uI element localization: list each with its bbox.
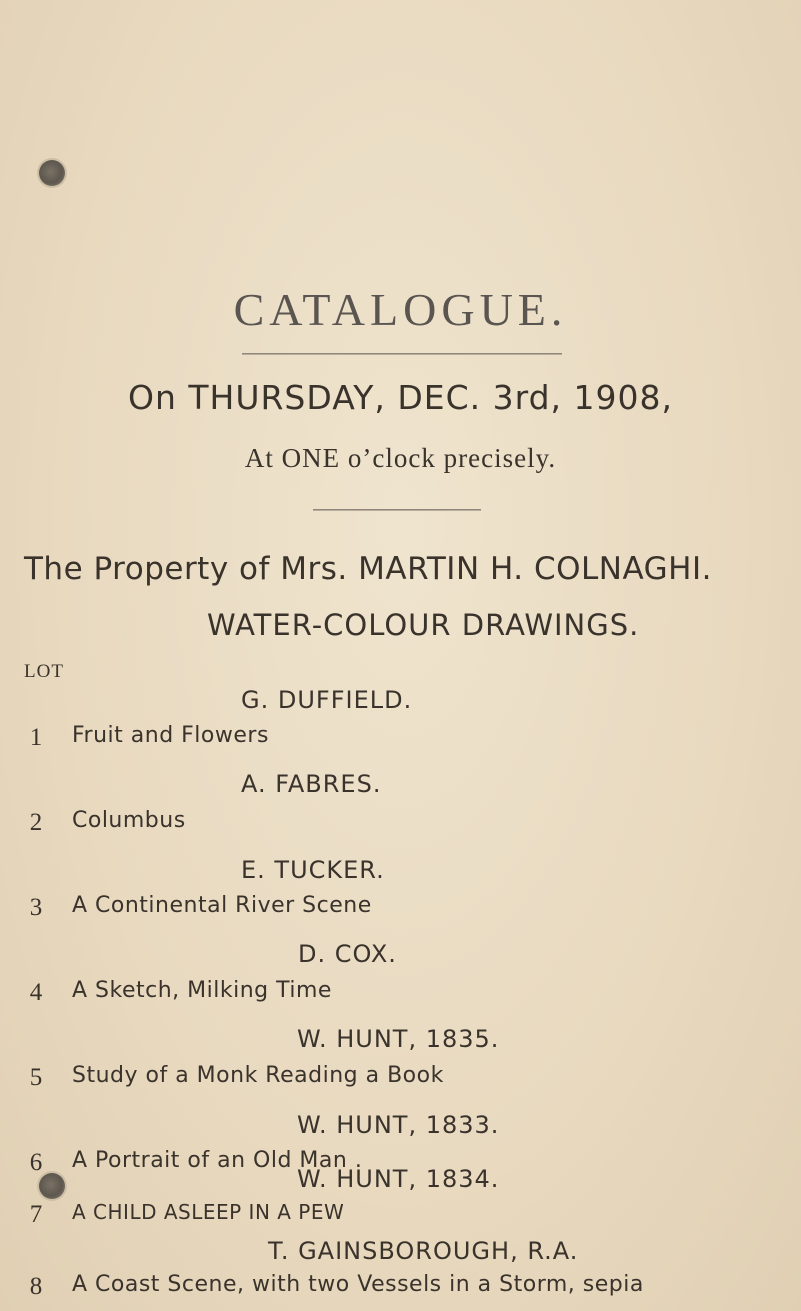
lot-description: Study of a Monk Reading a Book [72, 1063, 444, 1088]
lot-description: A Sketch, Milking Time [72, 978, 332, 1003]
catalogue-title: CATALOGUE. [233, 284, 568, 335]
lot-number: 3 [29, 894, 43, 921]
sale-time: At ONE o’clock precisely. [244, 443, 557, 473]
lot-number: 2 [29, 809, 43, 836]
lot-number: 5 [29, 1064, 43, 1091]
lot-description: Fruit and Flowers [72, 723, 269, 748]
lot-artist: A. FABRES. [241, 770, 382, 798]
lot-number: 1 [29, 724, 43, 751]
sale-date: On THURSDAY, DEC. 3rd, 1908, [127, 378, 674, 417]
lot-description: A Coast Scene, with two Vessels in a Storm, sepia [72, 1272, 644, 1297]
lot-artist: G. DUFFIELD. [241, 686, 413, 714]
lot-description: A Portrait of an Old Man . [72, 1148, 363, 1173]
lot-number: 4 [29, 979, 43, 1006]
title-rule [242, 353, 562, 355]
lot-description: A Continental River Scene [72, 893, 372, 918]
lot-artist: D. COX. [298, 940, 397, 968]
lot-description: A CHILD ASLEEP IN A PEW [72, 1200, 345, 1224]
lot-artist: W. HUNT, 1834. [297, 1165, 500, 1193]
lot-column-header: LOT [24, 661, 64, 682]
lot-number: 6 [29, 1149, 43, 1176]
lot-number: 7 [29, 1201, 43, 1228]
lot-artist: W. HUNT, 1833. [297, 1111, 500, 1139]
lot-number: 8 [29, 1273, 43, 1300]
lot-artist: T. GAINSBOROUGH, R.A. [268, 1237, 579, 1265]
lot-artist: W. HUNT, 1835. [297, 1025, 500, 1053]
section-heading: WATER-COLOUR DRAWINGS. [207, 608, 640, 642]
date-rule [313, 509, 481, 511]
lot-description: Columbus [72, 808, 186, 833]
lot-artist: E. TUCKER. [241, 856, 385, 884]
property-line: The Property of Mrs. MARTIN H. COLNAGHI. [24, 551, 712, 587]
binding-hole-top [39, 160, 65, 186]
